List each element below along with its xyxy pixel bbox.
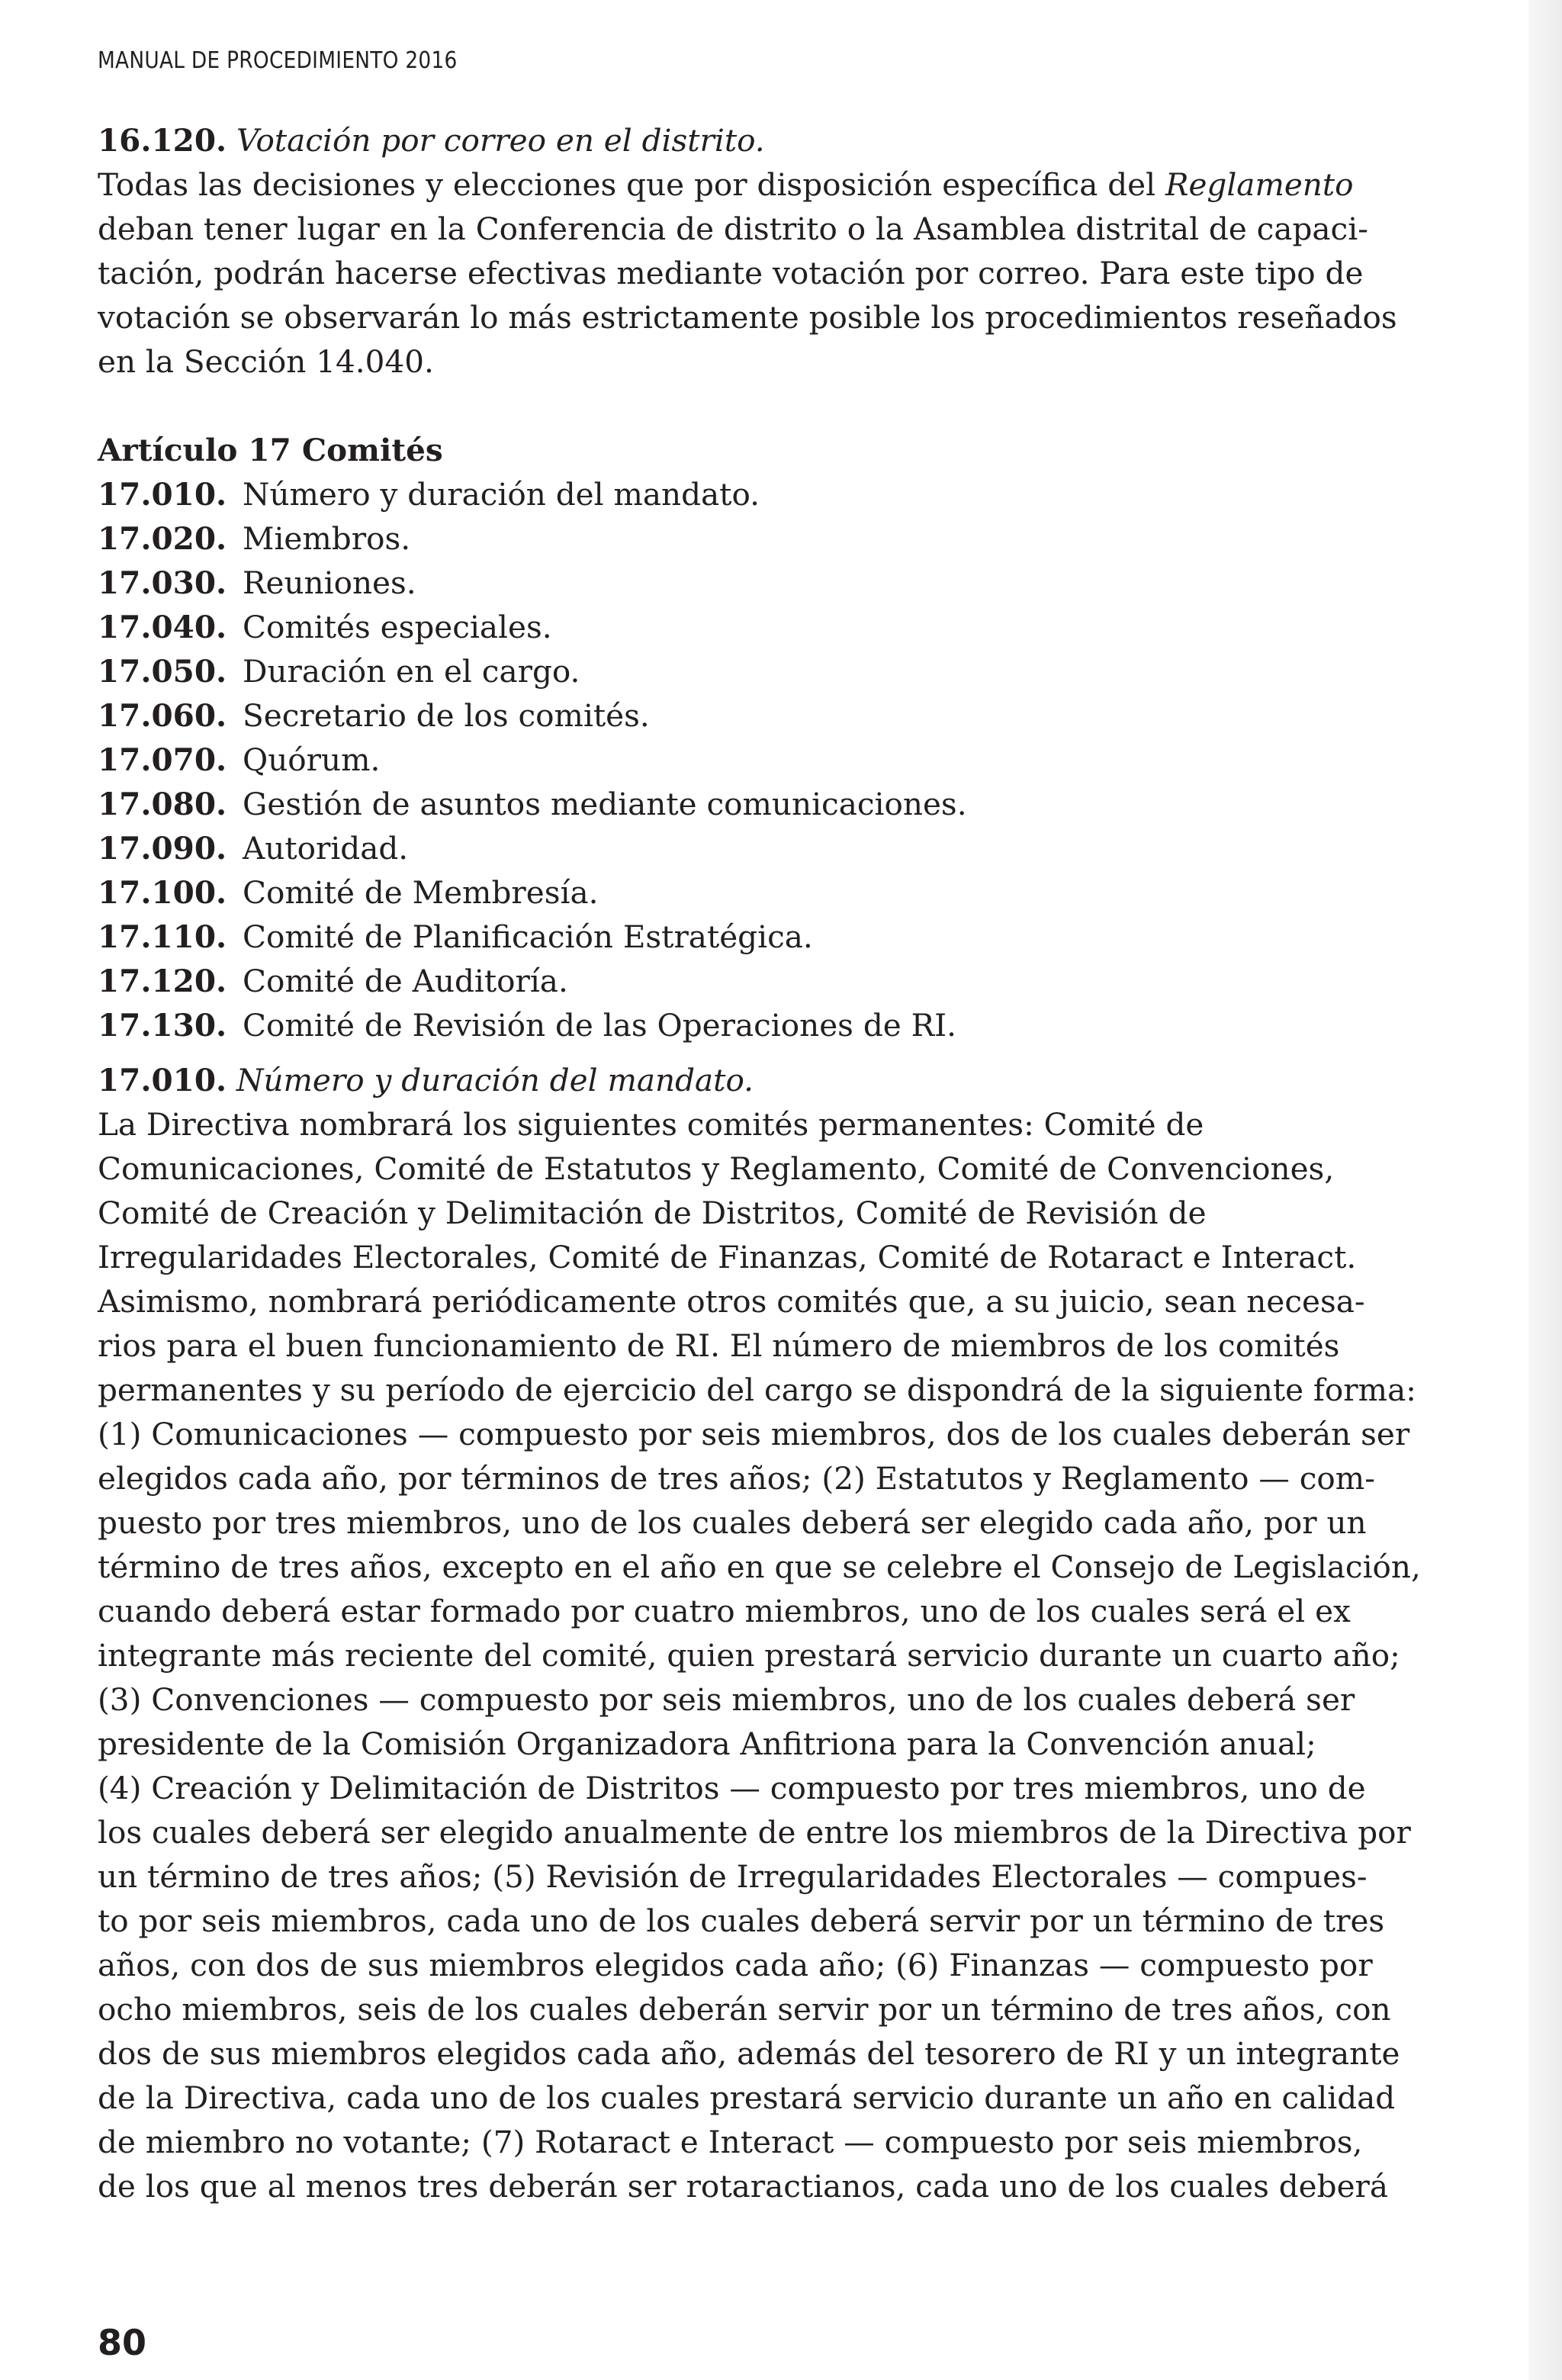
- paragraph-line: Asimismo, nombrará periódicamente otros comités que, a su juicio, sean necesa-: [98, 1283, 1365, 1320]
- toc-title: Gestión de asuntos mediante comunicaciones.: [243, 786, 967, 822]
- paragraph-line: to por seis miembros, cada uno de los cuales deberá servir por un término de tres: [98, 1902, 1385, 1939]
- toc-number: 17.120.: [98, 963, 227, 999]
- page-edge-shadow: [1528, 0, 1562, 2380]
- toc-item: [98, 516, 1440, 561]
- toc-number: 17.010.: [98, 476, 227, 513]
- paragraph-line: (3) Convenciones — compuesto por seis miembros, uno de los cuales deberá ser: [98, 1681, 1355, 1718]
- toc-item: [98, 605, 1440, 649]
- paragraph-line: presidente de la Comisión Organizadora Anfitriona para la Convención anual;: [98, 1726, 1316, 1762]
- article-heading: Artículo 17 Comités: [98, 432, 443, 468]
- toc-title: Quórum.: [243, 741, 381, 778]
- paragraph-line: (1) Comunicaciones — compuesto por seis miembros, dos de los cuales deberán ser: [98, 1416, 1410, 1452]
- section-heading: [98, 118, 1440, 162]
- toc-number: 17.100.: [98, 874, 227, 911]
- toc-number: 17.060.: [98, 697, 227, 734]
- toc-title: Comités especiales.: [243, 609, 552, 645]
- toc-title: Comité de Planificación Estratégica.: [243, 918, 813, 955]
- paragraph-line: en la Sección 14.040.: [98, 343, 434, 380]
- toc-number: 17.110.: [98, 918, 227, 955]
- paragraph-line: los cuales deberá ser elegido anualmente de entre los miembros de la Directiva por: [98, 1814, 1411, 1851]
- section-16-120: [98, 118, 1440, 384]
- paragraph-line: puesto por tres miembros, uno de los cuales deberá ser elegido cada año, por un: [98, 1504, 1367, 1541]
- section-paragraph: [98, 1102, 1440, 2208]
- toc-item: [98, 915, 1440, 959]
- paragraph-line: elegidos cada año, por términos de tres años; (2) Estatutos y Reglamento — com-: [98, 1460, 1375, 1497]
- running-header: MANUAL DE PROCEDIMIENTO 2016: [98, 47, 458, 74]
- section-17-010: [98, 1058, 1440, 2208]
- paragraph-line: años, con dos de sus miembros elegidos cada año; (6) Finanzas — compuesto por: [98, 1947, 1373, 1983]
- paragraph-line: ocho miembros, seis de los cuales deberán servir por un término de tres años, con: [98, 1991, 1391, 2028]
- paragraph-line: Irregularidades Electorales, Comité de Finanzas, Comité de Rotaract e Interact.: [98, 1239, 1357, 1275]
- paragraph-line: La Directiva nombrará los siguientes comités permanentes: Comité de: [98, 1106, 1204, 1143]
- toc-title: Autoridad.: [243, 830, 409, 867]
- toc-title: Número y duración del mandato.: [243, 476, 760, 513]
- paragraph-line: permanentes y su período de ejercicio del cargo se dispondrá de la siguiente forma:: [98, 1372, 1416, 1408]
- section-title: Votación por correo en el distrito.: [236, 122, 765, 159]
- toc-number: 17.020.: [98, 520, 227, 557]
- toc-item: [98, 472, 1440, 516]
- toc-number: 17.030.: [98, 564, 227, 601]
- section-heading: [98, 1058, 1440, 1102]
- section-number: 17.010.: [98, 1062, 227, 1098]
- toc-item: [98, 870, 1440, 915]
- toc-item: [98, 826, 1440, 870]
- toc-title: Comité de Revisión de las Operaciones de RI.: [243, 1007, 956, 1044]
- toc-number: 17.080.: [98, 786, 227, 822]
- toc-item: [98, 561, 1440, 605]
- toc-title: Secretario de los comités.: [243, 697, 650, 734]
- toc-item: [98, 1003, 1440, 1047]
- paragraph-line: deban tener lugar en la Conferencia de distrito o la Asamblea distrital de capaci-: [98, 211, 1368, 247]
- paragraph-line: Comité de Creación y Delimitación de Distritos, Comité de Revisión de: [98, 1195, 1207, 1231]
- paragraph-line: término de tres años, excepto en el año en que se celebre el Consejo de Legislación,: [98, 1549, 1421, 1585]
- paragraph-line: (4) Creación y Delimitación de Distritos — compuesto por tres miembros, uno de: [98, 1770, 1366, 1806]
- paragraph-line: de miembro no votante; (7) Rotaract e Interact — compuesto por seis miembros,: [98, 2124, 1363, 2160]
- section-paragraph: [98, 162, 1440, 384]
- section-number: 16.120.: [98, 122, 227, 159]
- toc-number: 17.130.: [98, 1007, 227, 1044]
- toc-number: 17.090.: [98, 830, 227, 867]
- toc-number: 17.040.: [98, 609, 227, 645]
- article-toc: [98, 472, 1440, 1047]
- toc-title: Comité de Membresía.: [243, 874, 599, 911]
- section-title: Número y duración del mandato.: [236, 1062, 754, 1098]
- reglamento-emphasis: Reglamento: [1165, 166, 1354, 203]
- toc-number: 17.050.: [98, 653, 227, 690]
- toc-item: [98, 782, 1440, 826]
- toc-item: [98, 959, 1440, 1003]
- paragraph-line: integrante más reciente del comité, quien prestará servicio durante un cuarto año;: [98, 1637, 1400, 1674]
- toc-title: Miembros.: [243, 520, 411, 557]
- page-number: 80: [98, 2322, 147, 2363]
- toc-title: Comité de Auditoría.: [243, 963, 568, 999]
- paragraph-line: cuando deberá estar formado por cuatro miembros, uno de los cuales será el ex: [98, 1593, 1351, 1629]
- paragraph-line: Comunicaciones, Comité de Estatutos y Reglamento, Comité de Convenciones,: [98, 1150, 1335, 1187]
- paragraph-line: rios para el buen funcionamiento de RI. El número de miembros de los comités: [98, 1327, 1340, 1364]
- toc-number: 17.070.: [98, 741, 227, 778]
- paragraph-line: votación se observarán lo más estrictamente posible los procedimientos reseñados: [98, 299, 1397, 336]
- toc-title: Duración en el cargo.: [243, 653, 580, 690]
- paragraph-line: un término de tres años; (5) Revisión de Irregularidades Electorales — compues-: [98, 1858, 1368, 1895]
- toc-item: [98, 693, 1440, 738]
- paragraph-line: dos de sus miembros elegidos cada año, además del tesorero de RI y un integrante: [98, 2035, 1400, 2072]
- paragraph-line: de la Directiva, cada uno de los cuales prestará servicio durante un año en calidad: [98, 2079, 1396, 2116]
- toc-title: Reuniones.: [243, 564, 416, 601]
- paragraph-line: tación, podrán hacerse efectivas mediante votación por correo. Para este tipo de: [98, 255, 1364, 291]
- toc-item: [98, 738, 1440, 782]
- toc-item: [98, 649, 1440, 693]
- paragraph-line: Todas las decisiones y elecciones que por disposición específica del Reglamento: [98, 166, 1354, 203]
- paragraph-line: de los que al menos tres deberán ser rotaractianos, cada uno de los cuales deberá: [98, 2168, 1389, 2205]
- page-content: [98, 118, 1440, 2208]
